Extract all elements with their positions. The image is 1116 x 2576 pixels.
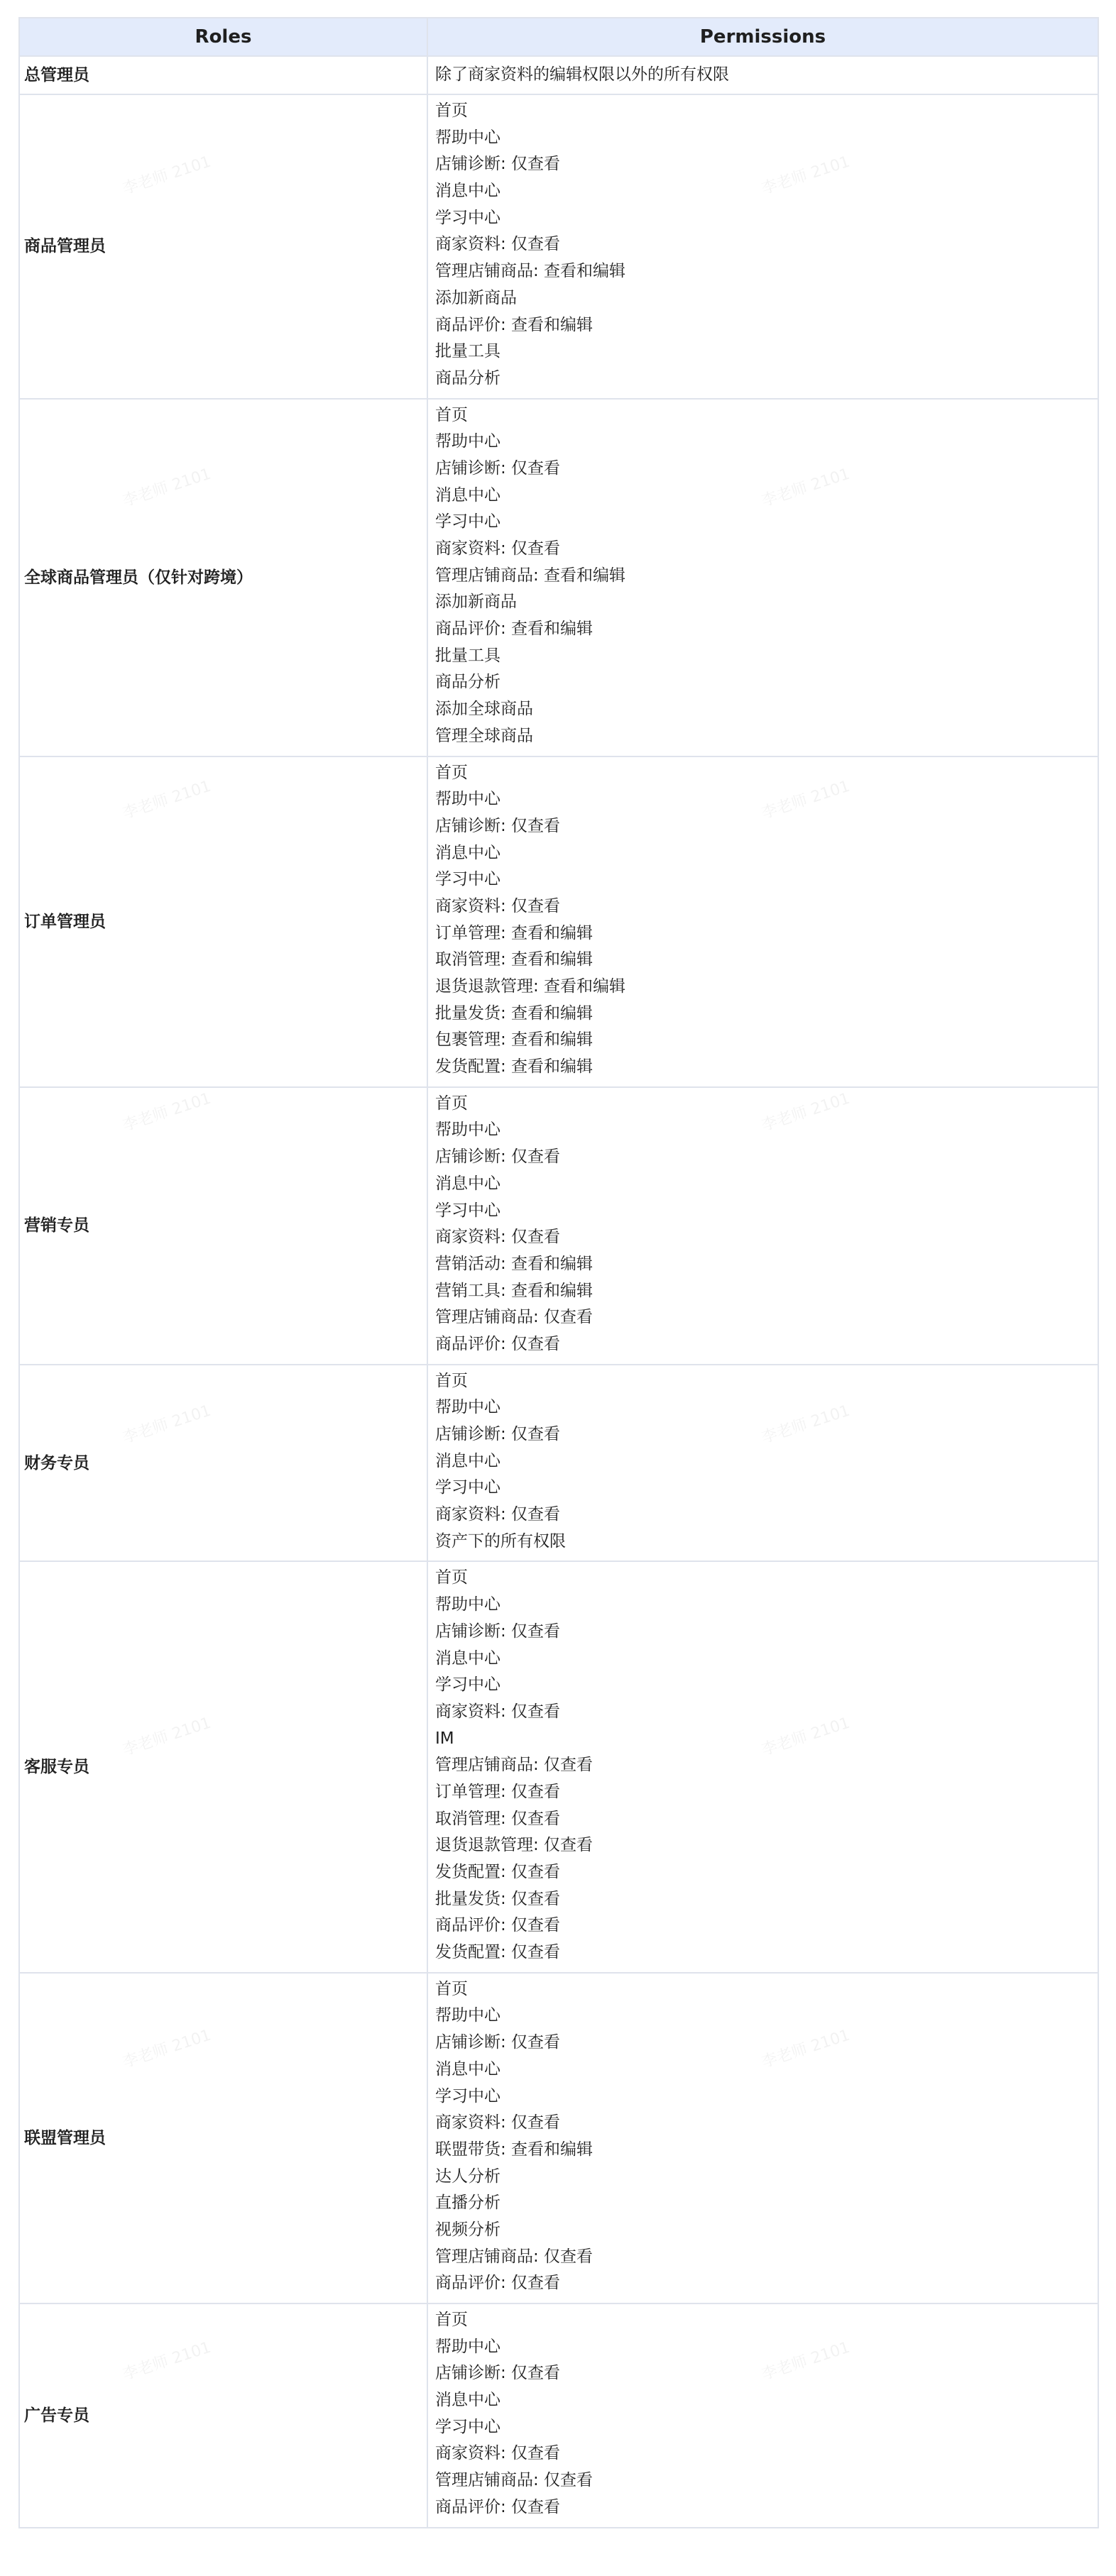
permissions-cell xyxy=(427,2303,1098,2528)
watermark-text: 李老师 2101 xyxy=(120,1089,214,1135)
role-cell: 营销专员 xyxy=(19,1087,427,1365)
permission-item: 管理店铺商品: 查看和编辑 xyxy=(435,566,626,585)
permissions-cell xyxy=(427,94,1098,399)
permission-item: 消息中心 xyxy=(435,182,500,201)
permissions-cell xyxy=(427,1087,1098,1365)
permission-item: 学习中心 xyxy=(435,512,500,532)
permission-item: 首页 xyxy=(435,763,468,782)
table-row xyxy=(19,2303,1098,2528)
permission-item: 直播分析 xyxy=(435,2194,500,2213)
permission-item: 发货配置: 查看和编辑 xyxy=(435,1057,593,1077)
permission-item: 消息中心 xyxy=(435,843,500,862)
permission-item: 订单管理: 仅查看 xyxy=(435,1782,561,1801)
permissions-column-header: Permissions xyxy=(427,18,1098,56)
permission-item: 商家资料: 仅查看 xyxy=(435,2444,561,2463)
watermark-text: 李老师 2101 xyxy=(759,2026,853,2072)
permission-item: 店铺诊断: 仅查看 xyxy=(435,1622,561,1641)
permission-item: 商品评价: 查看和编辑 xyxy=(435,620,593,639)
roles-column-header: Roles xyxy=(19,18,427,56)
permission-item: 商品分析 xyxy=(435,368,500,387)
permission-item: 帮助中心 xyxy=(435,2006,500,2025)
table-row xyxy=(19,1561,1098,1972)
watermark-text: 李老师 2101 xyxy=(759,153,853,199)
watermark-text: 李老师 2101 xyxy=(759,465,853,511)
permission-item: 学习中心 xyxy=(435,1201,500,1220)
watermark-text: 李老师 2101 xyxy=(759,1714,853,1760)
permission-item: 商家资料: 仅查看 xyxy=(435,896,561,915)
table-body xyxy=(19,56,1098,2528)
watermark-text: 李老师 2101 xyxy=(120,2026,214,2072)
watermark-text: 李老师 2101 xyxy=(120,777,214,823)
permission-item: 学习中心 xyxy=(435,2417,500,2436)
permission-item: 商家资料: 仅查看 xyxy=(435,539,561,558)
permission-item: 营销活动: 查看和编辑 xyxy=(435,1254,593,1273)
watermark-text: 李老师 2101 xyxy=(120,465,214,511)
watermark-text: 李老师 2101 xyxy=(120,2338,214,2384)
role-cell: 客服专员 xyxy=(19,1561,427,1972)
permission-item: 商家资料: 仅查看 xyxy=(435,1505,561,1524)
permission-item: 店铺诊断: 仅查看 xyxy=(435,2033,561,2052)
permission-item: 除了商家资料的编辑权限以外的所有权限 xyxy=(435,65,729,84)
permission-item: 商家资料: 仅查看 xyxy=(435,1228,561,1247)
permission-item: 批量工具 xyxy=(435,342,500,361)
permission-item: 批量发货: 仅查看 xyxy=(435,1889,561,1908)
permission-item: 首页 xyxy=(435,405,468,424)
permission-item: 批量发货: 查看和编辑 xyxy=(435,1003,593,1023)
role-cell: 订单管理员 xyxy=(19,756,427,1087)
permission-item: 管理店铺商品: 仅查看 xyxy=(435,2471,593,2490)
watermark-text: 李老师 2101 xyxy=(759,2338,853,2384)
permission-item: 帮助中心 xyxy=(435,1121,500,1140)
watermark-text: 李老师 2101 xyxy=(120,153,214,199)
permissions-cell xyxy=(427,1365,1098,1562)
permission-item: 消息中心 xyxy=(435,1648,500,1668)
permission-item: 商家资料: 仅查看 xyxy=(435,1702,561,1721)
table-row xyxy=(19,1087,1098,1365)
permission-item: 视频分析 xyxy=(435,2220,500,2239)
permission-item: 店铺诊断: 仅查看 xyxy=(435,155,561,174)
permission-item: 发货配置: 仅查看 xyxy=(435,1863,561,1881)
permission-item: 消息中心 xyxy=(435,1174,500,1193)
permission-item: 消息中心 xyxy=(435,485,500,505)
permission-item: 商品评价: 仅查看 xyxy=(435,1334,561,1353)
permission-item: 管理店铺商品: 查看和编辑 xyxy=(435,262,626,281)
table-header-row xyxy=(19,18,1098,56)
permission-item: 包裹管理: 查看和编辑 xyxy=(435,1030,593,1050)
permission-item: 添加新商品 xyxy=(435,593,517,612)
role-cell: 总管理员 xyxy=(19,56,427,94)
watermark-text: 李老师 2101 xyxy=(120,1402,214,1448)
watermark-text: 李老师 2101 xyxy=(759,777,853,823)
permission-item: 帮助中心 xyxy=(435,432,500,451)
role-cell: 商品管理员 xyxy=(19,94,427,399)
permission-item: 退货退款管理: 仅查看 xyxy=(435,1836,593,1855)
permission-item: 添加新商品 xyxy=(435,288,517,307)
permission-item: 学习中心 xyxy=(435,1675,500,1695)
permission-item: 首页 xyxy=(435,1568,468,1587)
permission-item: 首页 xyxy=(435,2311,468,2329)
permission-item: 帮助中心 xyxy=(435,1595,500,1614)
watermark-text: 李老师 2101 xyxy=(120,1714,214,1760)
role-cell: 广告专员 xyxy=(19,2303,427,2528)
permission-item: 商品评价: 仅查看 xyxy=(435,2497,561,2516)
permission-item: 订单管理: 查看和编辑 xyxy=(435,923,593,942)
watermark-text: 李老师 2101 xyxy=(759,1402,853,1448)
table-row xyxy=(19,56,1098,94)
permission-item: 营销工具: 查看和编辑 xyxy=(435,1281,593,1300)
permissions-table xyxy=(18,17,1099,2528)
permission-item: 店铺诊断: 仅查看 xyxy=(435,816,561,835)
table-row xyxy=(19,1973,1098,2303)
permission-item: 首页 xyxy=(435,1979,468,1998)
permission-item: 取消管理: 查看和编辑 xyxy=(435,950,593,969)
permission-item: 学习中心 xyxy=(435,870,500,889)
permission-item: 管理店铺商品: 仅查看 xyxy=(435,2247,593,2266)
permission-item: 帮助中心 xyxy=(435,790,500,809)
permission-item: 批量工具 xyxy=(435,646,500,665)
table-row xyxy=(19,94,1098,399)
permission-item: 帮助中心 xyxy=(435,1398,500,1417)
permission-item: 发货配置: 仅查看 xyxy=(435,1943,561,1962)
role-cell: 联盟管理员 xyxy=(19,1973,427,2303)
permission-item: 首页 xyxy=(435,1094,468,1113)
permission-item: 学习中心 xyxy=(435,2086,500,2106)
permission-item: 店铺诊断: 仅查看 xyxy=(435,1425,561,1443)
permission-item: 消息中心 xyxy=(435,1451,500,1470)
table-row xyxy=(19,1365,1098,1562)
permission-item: 消息中心 xyxy=(435,2059,500,2079)
permission-item: 管理全球商品 xyxy=(435,726,533,745)
permissions-cell xyxy=(427,1561,1098,1972)
watermark-text: 李老师 2101 xyxy=(759,1089,853,1135)
permissions-cell xyxy=(427,1973,1098,2303)
permission-item: 达人分析 xyxy=(435,2167,500,2186)
role-cell: 财务专员 xyxy=(19,1365,427,1562)
permission-item: 帮助中心 xyxy=(435,2337,500,2356)
permission-item: 管理店铺商品: 仅查看 xyxy=(435,1756,593,1775)
permission-item: 管理店铺商品: 仅查看 xyxy=(435,1308,593,1327)
permission-item: 添加全球商品 xyxy=(435,700,533,719)
permission-item: 学习中心 xyxy=(435,208,500,227)
permission-item: 商品评价: 仅查看 xyxy=(435,1916,561,1935)
permission-item: 商品评价: 仅查看 xyxy=(435,2274,561,2293)
permission-item: 取消管理: 仅查看 xyxy=(435,1809,561,1828)
permission-item: 帮助中心 xyxy=(435,128,500,147)
permission-item: 商家资料: 仅查看 xyxy=(435,2113,561,2132)
permissions-cell xyxy=(427,56,1098,94)
permission-item: 店铺诊断: 仅查看 xyxy=(435,2364,561,2383)
table-row xyxy=(19,399,1098,756)
permission-item: 资产下的所有权限 xyxy=(435,1531,566,1551)
permission-item: 首页 xyxy=(435,101,468,120)
permission-item: 消息中心 xyxy=(435,2391,500,2410)
permission-item: IM xyxy=(435,1729,454,1748)
table-row xyxy=(19,756,1098,1087)
permission-item: 退货退款管理: 查看和编辑 xyxy=(435,977,626,996)
permission-item: 店铺诊断: 仅查看 xyxy=(435,458,561,478)
permission-item: 首页 xyxy=(435,1371,468,1390)
role-cell: 全球商品管理员（仅针对跨境） xyxy=(19,399,427,756)
permission-item: 商品分析 xyxy=(435,673,500,692)
permission-item: 联盟带货: 查看和编辑 xyxy=(435,2140,593,2159)
permission-item: 商品评价: 查看和编辑 xyxy=(435,315,593,334)
permission-item: 学习中心 xyxy=(435,1478,500,1497)
permission-item: 商家资料: 仅查看 xyxy=(435,235,561,254)
permissions-cell xyxy=(427,399,1098,756)
permission-item: 店铺诊断: 仅查看 xyxy=(435,1147,561,1167)
permissions-cell xyxy=(427,756,1098,1087)
